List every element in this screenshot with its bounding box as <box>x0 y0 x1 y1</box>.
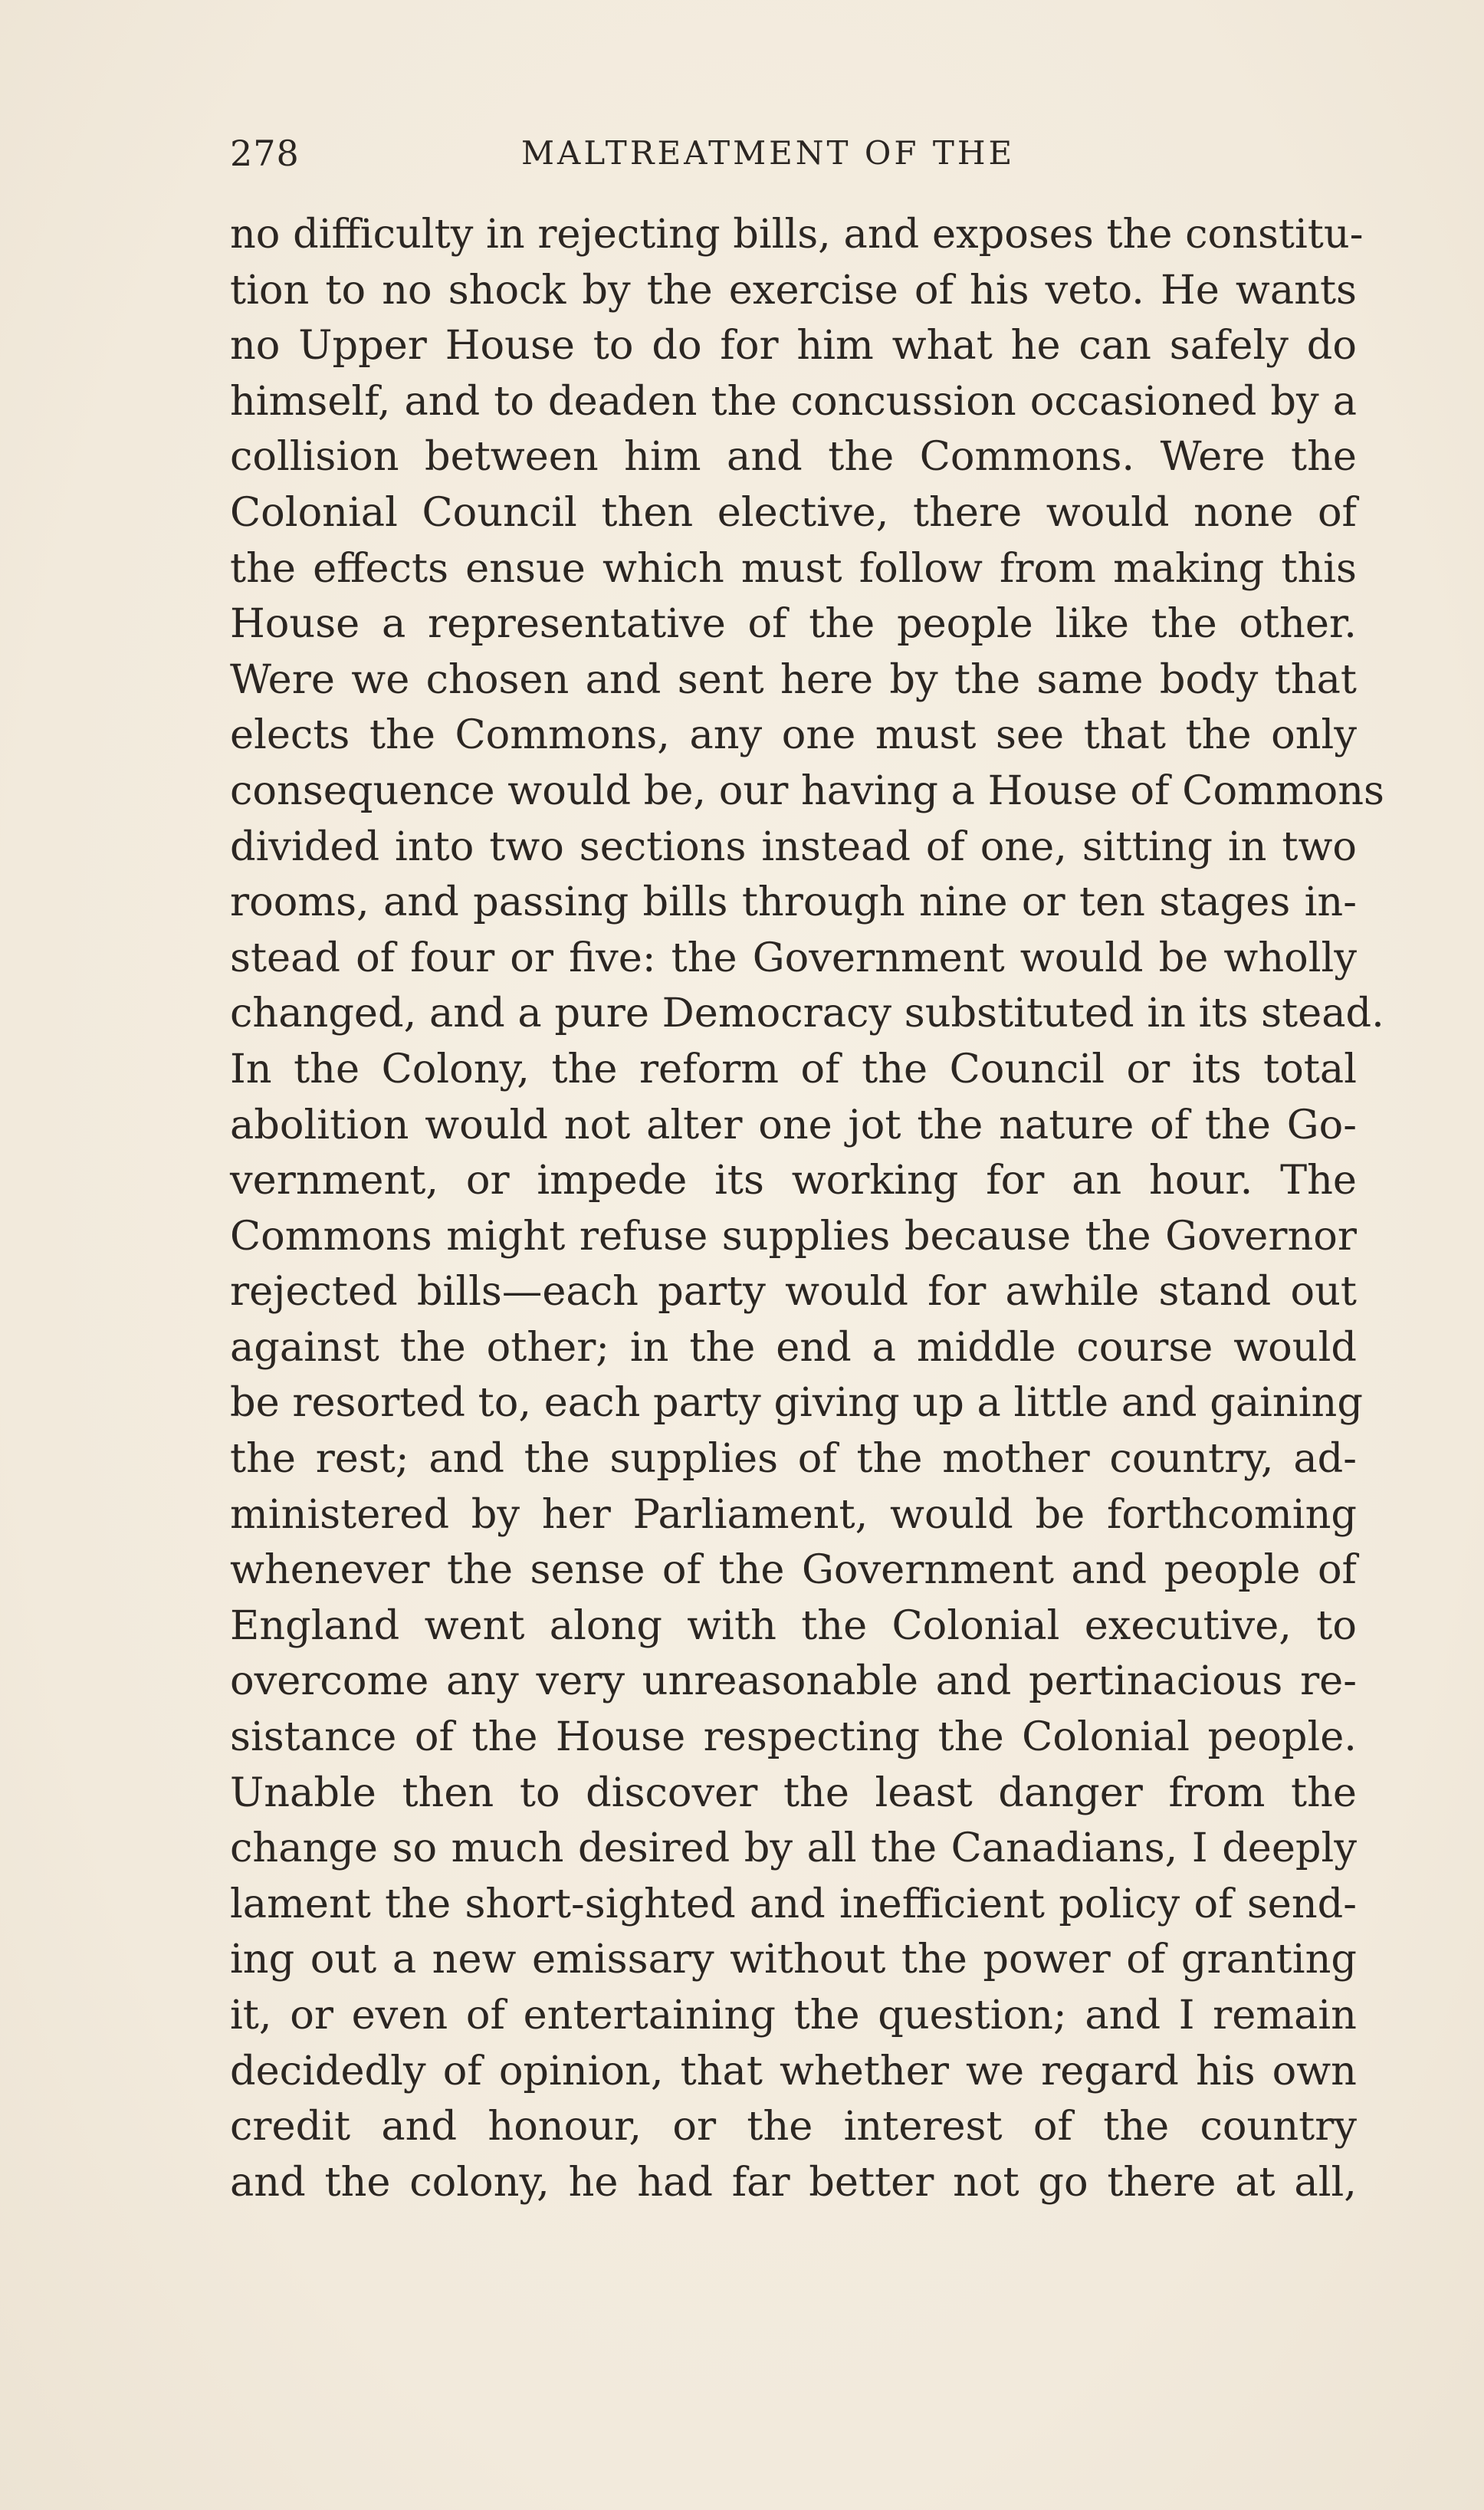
text-line: tion to no shock by the exercise of his veto. He wants <box>230 266 1357 314</box>
text-line: the rest; and the supplies of the mother country, ad- <box>230 1435 1357 1483</box>
text-line: England went along with the Colonial executive, to <box>230 1602 1357 1649</box>
text-line: decidedly of opinion, that whether we regard his own <box>230 2047 1357 2094</box>
page-number: 278 <box>230 133 300 174</box>
text-line: whenever the sense of the Government and people of <box>230 1546 1357 1594</box>
text-line: lament the short-sighted and inefficient policy of send- <box>230 1880 1357 1927</box>
text-line: changed, and a pure Democracy substituted in its stead. <box>230 990 1384 1037</box>
text-line: be resorted to, each party giving up a little and gaining <box>230 1379 1363 1427</box>
text-line: against the other; in the end a middle course would <box>230 1323 1357 1371</box>
text-line: Unable then to discover the least danger from the <box>230 1769 1357 1816</box>
text-line: it, or even of entertaining the question; and I remain <box>230 1992 1357 2039</box>
text-line: elects the Commons, any one must see that the only <box>230 711 1357 759</box>
text-line: abolition would not alter one jot the nature of the Go- <box>230 1101 1357 1148</box>
page-header <box>230 130 1357 176</box>
text-line: and the colony, he had far better not go there at all, <box>230 2158 1357 2206</box>
text-line: overcome any very unreasonable and pertinacious re- <box>230 1657 1357 1705</box>
text-line: stead of four or five: the Government would be wholly <box>230 934 1357 981</box>
text-line: Commons might refuse supplies because the Governor <box>230 1212 1357 1260</box>
running-head: MALTREATMENT OF THE <box>521 134 1016 172</box>
text-line: no Upper House to do for him what he can safely do <box>230 322 1357 370</box>
text-line: vernment, or impede its working for an hour. The <box>230 1157 1357 1204</box>
text-line: Were we chosen and sent here by the same body that <box>230 655 1357 703</box>
body-text <box>230 207 1384 2210</box>
text-line: sistance of the House respecting the Colonial people. <box>230 1713 1357 1761</box>
text-line: House a representative of the people like the other. <box>230 600 1357 648</box>
text-line: Colonial Council then elective, there would none of <box>230 488 1357 536</box>
text-line: change so much desired by all the Canadians, I deeply <box>230 1825 1357 1872</box>
text-line: no difficulty in rejecting bills, and exposes the constitu- <box>230 211 1364 258</box>
text-line: divided into two sections instead of one, sitting in two <box>230 823 1357 870</box>
text-line: credit and honour, or the interest of the country <box>230 2103 1357 2150</box>
text-line: collision between him and the Commons. Were the <box>230 433 1357 481</box>
text-line: rejected bills—each party would for awhile stand out <box>230 1268 1357 1316</box>
text-line: ministered by her Parliament, would be forthcoming <box>230 1490 1357 1538</box>
text-line: rooms, and passing bills through nine or ten stages in- <box>230 879 1357 926</box>
text-line: ing out a new emissary without the power of granting <box>230 1936 1357 1983</box>
text-line: himself, and to deaden the concussion occasioned by a <box>230 377 1357 425</box>
text-line: In the Colony, the reform of the Council or its total <box>230 1045 1357 1092</box>
text-line: consequence would be, our having a House of Commons <box>230 767 1384 814</box>
text-line: the effects ensue which must follow from making this <box>230 544 1357 592</box>
